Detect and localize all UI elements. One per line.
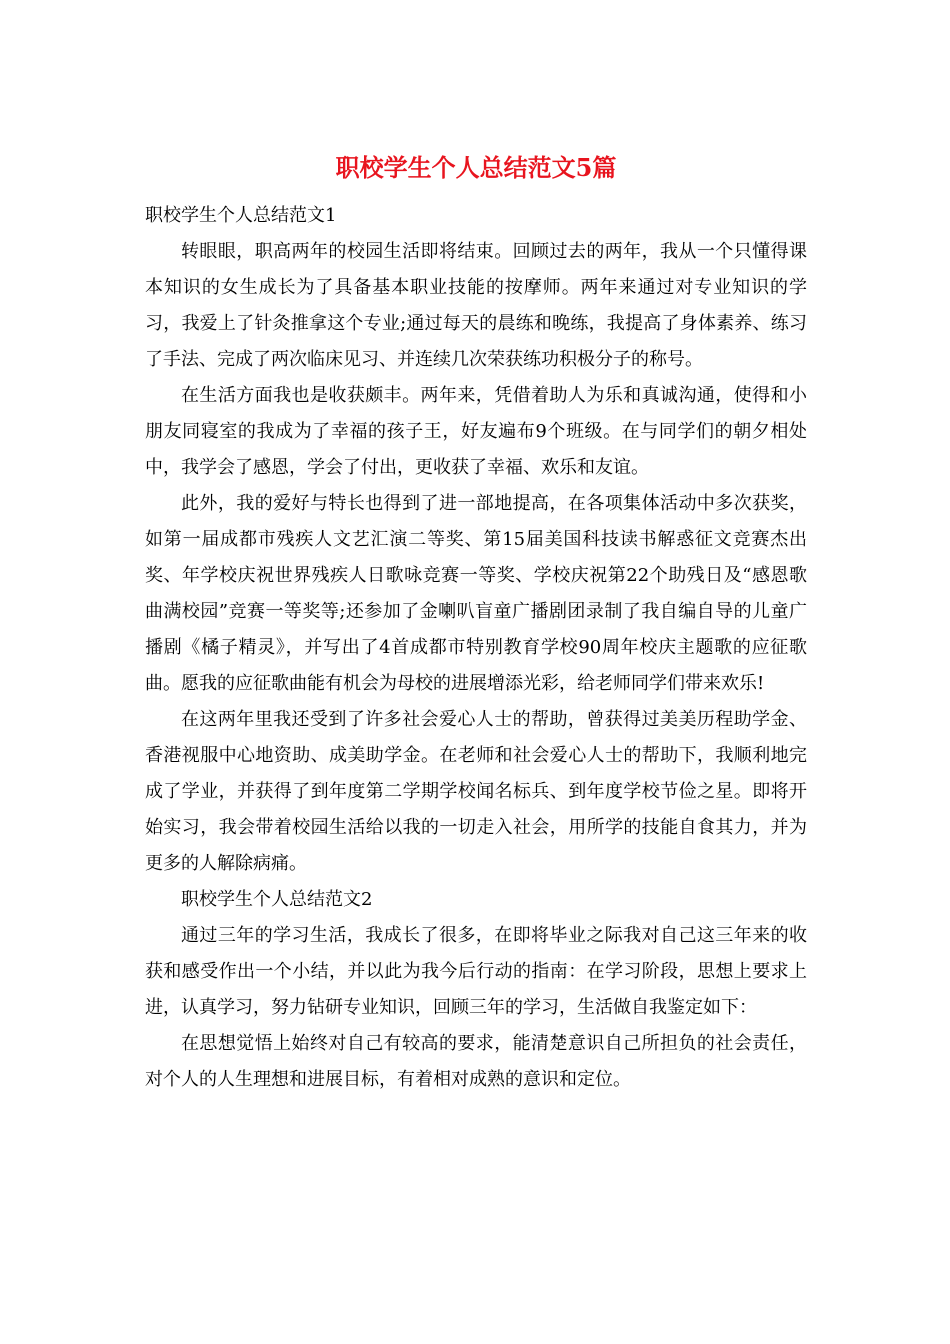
section-2 bbox=[145, 882, 807, 1098]
section-heading: 职校学生个人总结范文2 bbox=[181, 889, 373, 910]
paragraph: 转眼眼，职高两年的校园生活即将结束。回顾过去的两年，我从一个只懂得课本知识的女生成长为了具备基本职业技能的按摩师。两年来通过对专业知识的学习，我爱上了针灸推拿这个专业;通过每天的晨练和晚练，我提高了身体素养、练习了手法、完成了两次临床见习、并连续几次荣获练功积极分子的称号。 bbox=[145, 241, 807, 370]
paragraph: 此外，我的爱好与特长也得到了进一部地提高，在各项集体活动中多次获奖，如第一届成都市残疾人文艺汇演二等奖、第15届美国科技读书解惑征文竞赛杰出奖、年学校庆祝世界残疾人日歌咏竞赛一等奖、学校庆祝第22个助残日及“感恩歌曲满校园”竞赛一等奖等;还参加了金喇叭盲童广播剧团录制了我自编自导的儿童广播剧《橘子精灵》，并写出了4首成都市特别教育学校90周年校庆主题歌的应征歌曲。愿我的应征歌曲能有机会为母校的进展增添光彩，给老师同学们带来欢乐! bbox=[145, 493, 807, 694]
document-title: 职校学生个人总结范文5篇 bbox=[335, 153, 617, 182]
paragraph: 在这两年里我还受到了许多社会爱心人士的帮助，曾获得过美美历程助学金、香港视服中心地资助、成美助学金。在老师和社会爱心人士的帮助下，我顺利地完成了学业，并获得了到年度第二学期学校闻名标兵、到年度学校节俭之星。即将开始实习，我会带着校园生活给以我的一切走入社会，用所学的技能自食其力，并为更多的人解除病痛。 bbox=[145, 709, 807, 874]
paragraph: 在思想觉悟上始终对自己有较高的要求，能清楚意识自己所担负的社会责任，对个人的人生理想和进展目标，有着相对成熟的意识和定位。 bbox=[145, 1033, 807, 1090]
paragraph: 通过三年的学习生活，我成长了很多，在即将毕业之际我对自己这三年来的收获和感受作出一个小结，并以此为我今后行动的指南：在学习阶段，思想上要求上进，认真学习，努力钻研专业知识，回顾三年的学习，生活做自我鉴定如下： bbox=[145, 925, 807, 1018]
paragraph: 在生活方面我也是收获颇丰。两年来，凭借着助人为乐和真诚沟通，使得和小朋友同寝室的我成为了幸福的孩子王，好友遍布9个班级。在与同学们的朝夕相处中，我学会了感恩，学会了付出，更收获了幸福、欢乐和友谊。 bbox=[145, 385, 807, 478]
document-body bbox=[145, 150, 807, 1098]
section-heading: 职校学生个人总结范文1 bbox=[145, 205, 337, 226]
section-1 bbox=[145, 198, 807, 882]
